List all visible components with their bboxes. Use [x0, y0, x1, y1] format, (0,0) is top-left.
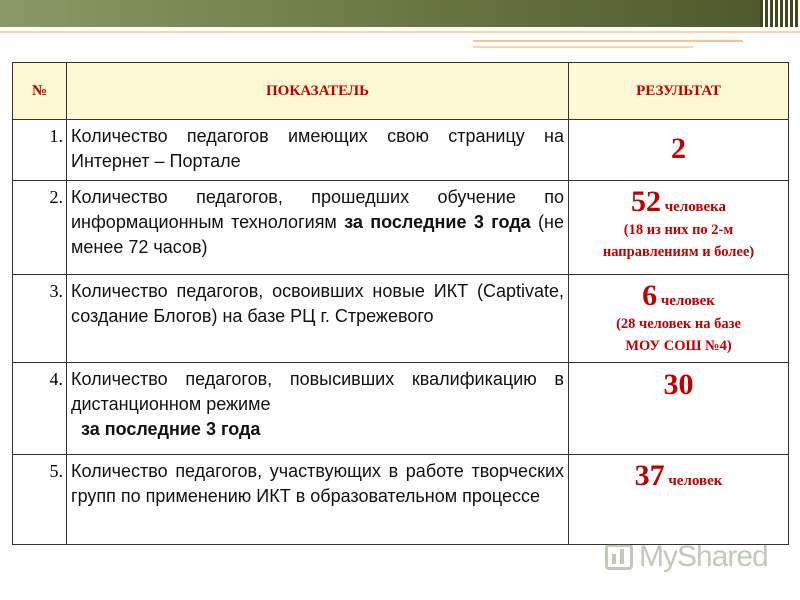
- result-unit: человека: [660, 199, 727, 215]
- result-note: МОУ СОШ №4): [625, 338, 732, 354]
- row-result: [569, 363, 789, 455]
- table-row: [13, 363, 789, 455]
- result-value: 30: [663, 368, 694, 401]
- banner-gradient: [0, 0, 760, 27]
- row-result: [569, 275, 789, 363]
- result-note: (28 человек на базе: [616, 316, 741, 332]
- decor-line: [473, 46, 693, 48]
- table-row: [13, 181, 789, 275]
- row-text-bold: за последние 3 года: [344, 212, 531, 232]
- result-value: 52: [630, 185, 661, 218]
- row-num: 4.: [13, 363, 67, 455]
- row-text: Количество педагогов, повысивших квалификацию в дистанционном режиме: [71, 369, 564, 414]
- row-indicator: Количество педагогов, освоивших новые ИКТ (Captivate, создание Блогов) на базе РЦ г. Стрежевого: [67, 275, 569, 363]
- result-note: (18 из них по 2-м: [623, 222, 734, 238]
- row-num: 3.: [13, 275, 67, 363]
- row-indicator: Количество педагогов, участвующих в работе творческих групп по применению ИКТ в образовательном процессе: [67, 455, 569, 545]
- row-result: [569, 120, 789, 181]
- row-num: 1.: [13, 120, 67, 181]
- watermark: [605, 540, 770, 574]
- indicators-table: [12, 62, 789, 545]
- result-unit: человек: [664, 473, 723, 489]
- row-num: 2.: [13, 181, 67, 275]
- decor-line: [473, 40, 743, 42]
- result-unit: человек: [657, 293, 715, 309]
- result-value: 6: [642, 279, 658, 312]
- header-result: РЕЗУЛЬТАТ: [569, 63, 789, 120]
- row-text: Количество педагогов, прошедших обучение по информационным технологиям: [71, 187, 564, 232]
- bar-chart-icon: [605, 544, 633, 570]
- table-row: [13, 120, 789, 181]
- row-indicator: [67, 181, 569, 275]
- result-value: 37: [634, 459, 665, 492]
- header-num: №: [13, 63, 67, 120]
- decor-line: [0, 31, 800, 33]
- row-num: 5.: [13, 455, 67, 545]
- watermark-text: MyShared: [639, 540, 768, 573]
- table-header-row: [13, 63, 789, 120]
- top-banner: [0, 0, 800, 27]
- table-row: [13, 275, 789, 363]
- banner-stripes: [760, 0, 800, 27]
- result-value: 2: [671, 132, 686, 165]
- row-indicator: [67, 363, 569, 455]
- result-note: направлениям и более): [602, 244, 755, 260]
- header-indicator: ПОКАЗАТЕЛЬ: [67, 63, 569, 120]
- row-text-tail: (не менее 72 часов): [71, 212, 564, 257]
- table-row: [13, 455, 789, 545]
- row-result: [569, 455, 789, 545]
- row-indicator: Количество педагогов имеющих свою страницу на Интернет – Портале: [67, 120, 569, 181]
- row-text-bold: за последние 3 года: [81, 419, 261, 439]
- row-result: [569, 181, 789, 275]
